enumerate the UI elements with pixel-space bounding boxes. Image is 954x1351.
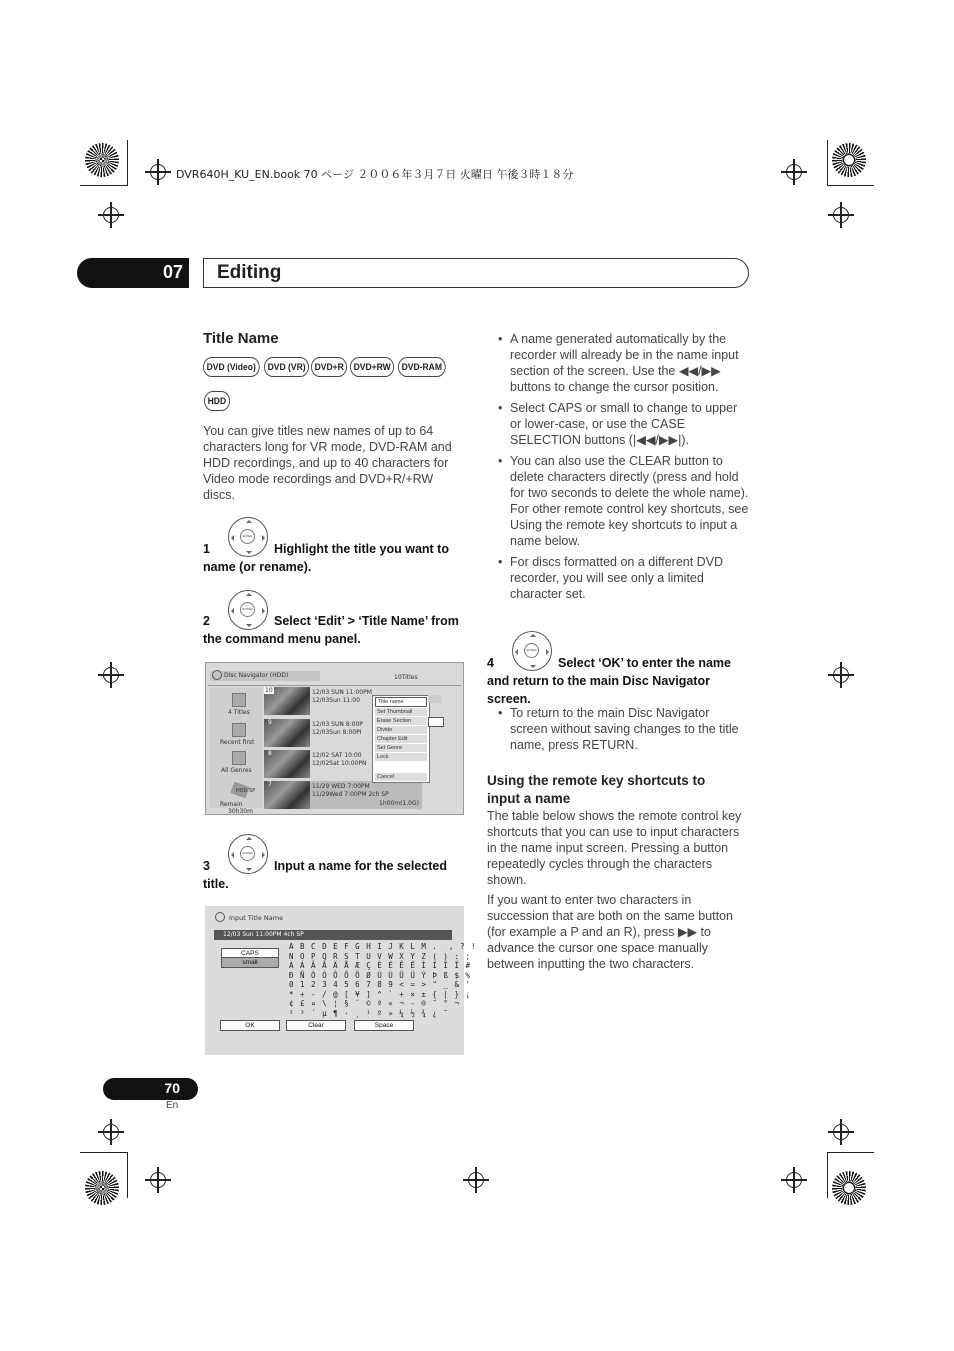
recent-icon <box>232 723 246 737</box>
registration-sunburst-icon <box>832 1171 866 1205</box>
badge-dvd-plus-rw: DVD+RW <box>350 357 394 377</box>
title-size: 1h00m(1.0G) <box>379 800 419 807</box>
char-row[interactable]: À Á Â Ã Ä Å Æ Ç È É Ê Ë Ì Í Î Ï # <box>289 961 472 970</box>
notes-list <box>488 331 750 607</box>
caps-button[interactable]: CAPS <box>221 948 279 959</box>
registration-sunburst-icon <box>85 1171 119 1205</box>
registration-crosshair-icon <box>833 1124 849 1140</box>
character-grid[interactable] <box>289 942 477 1018</box>
disc-navigator-header: Disc Navigator (HDD) <box>210 671 320 681</box>
crop-mark <box>80 1152 127 1153</box>
small-button[interactable]: small <box>221 957 279 968</box>
menu-item-set-thumbnail[interactable]: Set Thumbnail <box>375 708 427 716</box>
remain-time: 30h30m <box>228 808 253 815</box>
chapter-number: 07 <box>77 258 189 288</box>
registration-crosshair-icon <box>150 164 166 180</box>
menu-item-title-name[interactable]: Title name <box>375 697 427 707</box>
step-4-number: 4 <box>487 656 494 670</box>
note-item: • You can also use the CLEAR button to delete characters directly (press and hold for two seconds to delete the whole name). For other remote control key shortcuts, see Using the remote key shortcuts to input a name below. <box>488 453 750 549</box>
char-row[interactable]: ¢ £ ¤ \ ¦ § ¨ © ª « ¬ - ® ¯ ° ¬ <box>289 999 460 1008</box>
titles-label: 4 Titles <box>228 709 250 716</box>
step-1-number: 1 <box>203 542 210 556</box>
registration-sunburst-icon <box>832 143 866 177</box>
page-number: 70 <box>103 1078 198 1100</box>
input-screen-title: Input Title Name <box>229 914 284 922</box>
all-genres-label: All Genres <box>221 767 252 774</box>
remote-enter-button-icon: ENTER <box>512 631 552 671</box>
chapter-title: Editing <box>203 258 749 288</box>
remote-dial-icon: ENTER <box>228 517 268 557</box>
char-row[interactable]: Ð Ñ Ò Ó Ô Õ Ö Ø Ù Ú Û Ü Ý Þ ß $ % <box>289 970 472 980</box>
registration-crosshair-icon <box>786 164 802 180</box>
badge-hdd: HDD <box>204 391 230 411</box>
disc-navigator-screenshot <box>205 662 464 815</box>
registration-crosshair-icon <box>468 1172 484 1188</box>
print-header: DVR640H_KU_EN.book 70 ページ ２００６年３月７日 火曜日 午後３時１８分 <box>176 168 574 181</box>
crop-mark <box>80 185 127 186</box>
row-name: 12/03Sun 11:00 <box>312 697 360 704</box>
remote-enter-button-icon: ENTER <box>228 590 268 630</box>
registration-crosshair-icon <box>150 1172 166 1188</box>
char-row[interactable]: A B C D E F G H I J K L M . , ? ! <box>289 942 477 951</box>
menu-item-divide[interactable]: Divide <box>375 726 427 734</box>
mode-label: HDD SP <box>236 788 256 794</box>
char-row[interactable]: 0 1 2 3 4 5 6 7 8 9 < = > " _ & ' <box>289 980 472 989</box>
crop-mark <box>127 140 128 186</box>
crop-mark <box>827 1152 874 1153</box>
thumb-number: 9 <box>268 719 272 726</box>
step-2-text: Select ‘Edit’ > ‘Title Name’ from the command menu panel. <box>203 614 459 646</box>
thumb-number: 8 <box>268 750 272 757</box>
row-date: 12/03 SUN 8:00P <box>312 721 363 728</box>
step-3-number: 3 <box>203 859 210 873</box>
step-1-text: Highlight the title you want to name (or rename). <box>203 542 449 574</box>
genres-icon <box>232 751 246 765</box>
note-item: • To return to the main Disc Navigator screen without saving changes to the title name, press RETURN. <box>488 705 750 753</box>
badge-dvd-vr: DVD (VR) <box>264 357 309 377</box>
note-item: • Select CAPS or small to change to upper or lower-case, or use the CASE SELECTION buttons (|◀◀/▶▶|). <box>488 400 750 448</box>
crop-mark <box>127 1152 128 1198</box>
registration-sunburst-icon <box>85 143 119 177</box>
subsection-title: Using the remote key shortcuts to input a name <box>487 773 706 806</box>
row-date: 11/29 WED 7:00PM <box>312 783 370 790</box>
char-row[interactable]: * + - / @ [ ¥ ] ^ ` + × ± { | } ¡ <box>289 989 472 999</box>
menu-item-lock[interactable]: Lock <box>375 753 427 761</box>
registration-crosshair-icon <box>833 667 849 683</box>
step-4-text: Select ‘OK’ to enter the name and return to the main Disc Navigator screen. <box>487 656 731 706</box>
registration-crosshair-icon <box>103 1124 119 1140</box>
language-label: En <box>166 1100 179 1111</box>
crop-mark <box>827 185 874 186</box>
step-4-notes <box>488 705 750 758</box>
badge-dvd-ram: DVD-RAM <box>398 357 446 377</box>
remote-enter-button-icon: ENTER <box>228 834 268 874</box>
crop-mark <box>827 140 828 186</box>
intro-paragraph: You can give titles new names of up to 64 characters long for VR mode, DVD-RAM and HDD recordings, and up to 40 characters for Video mode recordings and DVD+R/+RW discs. <box>203 424 452 502</box>
registration-crosshair-icon <box>103 667 119 683</box>
section-title: Title Name <box>203 330 279 347</box>
menu-item-cancel[interactable]: Cancel <box>375 773 427 781</box>
row-name: 11/29Wed 7:00PM 2ch SP <box>312 791 389 798</box>
badge-dvd-video: DVD (Video) <box>203 357 259 377</box>
input-title-name-screenshot <box>205 906 477 1055</box>
disc-icon <box>215 912 225 922</box>
char-row[interactable]: ² ³ ´ µ ¶ · ¸ ¹ º » ¼ ½ ¾ ¿ ˜ <box>289 1008 449 1018</box>
subsection-paragraph-1: The table below shows the remote control key shortcuts that you can use to input characters in the name input screen. Pressing a button repeatedly cycles through the characters shown. <box>487 809 742 887</box>
row-date: 12/02 SAT 10:00 <box>312 752 362 759</box>
badge-dvd-plus-r: DVD+R <box>311 357 347 377</box>
registration-crosshair-icon <box>103 207 119 223</box>
subsection-paragraph-2: If you want to enter two characters in succession that are both on the same button (for example a P and an R), press ▶▶ to advance the cursor one space manually between inputting the two characters. <box>487 893 733 971</box>
row-name: 12/02Sat 10:00PN <box>312 760 367 767</box>
registration-crosshair-icon <box>786 1172 802 1188</box>
char-row[interactable]: N O P Q R S T U V W X Y Z ( ) : ; <box>289 951 472 961</box>
step-2-number: 2 <box>203 614 210 628</box>
thumb-number: 7 <box>268 781 272 788</box>
titles-icon <box>232 693 246 707</box>
note-item: • A name generated automatically by the recorder will already be in the name input section of the screen. Use the ◀◀/▶▶ buttons to change the cursor position. <box>488 331 750 395</box>
menu-item-erase-section[interactable]: Erase Section <box>375 717 427 725</box>
row-name: 12/03Sun 8:00PI <box>312 729 362 736</box>
crop-mark <box>827 1152 828 1198</box>
space-button[interactable]: Space <box>354 1020 414 1031</box>
thumb-number: 10 <box>265 687 273 694</box>
title-info-bar: 12/03 Sun 11:00PM 4ch SP <box>214 930 452 940</box>
title-count: 10Titles <box>394 674 418 681</box>
recent-first-label: Recent first <box>220 739 255 746</box>
menu-item-chapter-edit[interactable]: Chapter Edit <box>375 735 427 743</box>
disc-icon <box>212 670 222 680</box>
row-date: 12/03 SUN 11:00PM <box>312 689 372 696</box>
note-item: • For discs formatted on a different DVD recorder, you will see only a limited character set. <box>488 554 750 602</box>
ok-button[interactable]: OK <box>220 1020 280 1031</box>
clear-button[interactable]: Clear <box>286 1020 346 1031</box>
registration-crosshair-icon <box>833 207 849 223</box>
step-3-text: Input a name for the selected title. <box>203 859 447 891</box>
menu-item-set-genre[interactable]: Set Genre <box>375 744 427 752</box>
left-panel <box>210 688 262 815</box>
command-menu[interactable] <box>372 695 430 783</box>
remain-label: Remain <box>220 801 243 808</box>
